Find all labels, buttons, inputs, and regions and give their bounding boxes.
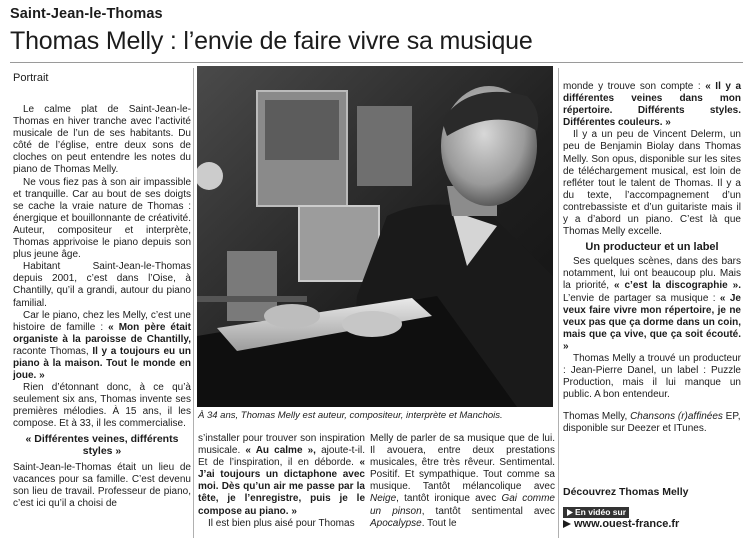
headline-rule — [10, 62, 743, 63]
video-badge-row[interactable] — [563, 506, 629, 518]
text-run: s’installer pour trouver son inspiration musicale. — [198, 433, 365, 457]
paragraph: Habitant Saint-Jean-le-Thomas depuis 2001, c’est dans l’Oise, à Chantilly, qu’il a grandi, autour du piano familial. — [13, 261, 191, 309]
paragraph: Le calme plat de Saint-Jean-le-Thomas en hiver tranche avec l’activité musicale de l’un de ses habitants. Du côté de l’église, entre deux sons de cloches on peut entendre les notes du piano de Thomas Melly. — [13, 104, 191, 176]
article-column-4 — [563, 81, 741, 401]
text-run: , tantôt ironique avec — [396, 493, 502, 505]
quote-bold: « Au calme », — [245, 445, 316, 457]
column-divider — [558, 68, 559, 538]
photo-caption: À 34 ans, Thomas Melly est auteur, compositeur, interprète et Manchois. — [198, 410, 503, 421]
photo-illustration — [197, 66, 553, 407]
text-run: raconte Thomas, — [13, 345, 93, 357]
section-kicker: Saint-Jean-le-Thomas — [10, 6, 163, 22]
pull-quote-heading: « Différentes veines, différents styles » — [25, 432, 179, 457]
video-badge-label: En vidéo sur — [575, 506, 627, 517]
article-headline: Thomas Melly : l’envie de faire vivre sa musique — [10, 27, 533, 55]
paragraph: Il y a un peu de Vincent Delerm, un peu de Benjamin Biolay dans Thomas Melly. Son opus, disponible sur les sites de téléchargement musical, est loin de refléter tout le talent de Thomas. Il y a du texte, l’accompagnement d’un contrebassiste et d’un guitariste mais il y a d’abord un piano. C’est là que Thomas Melly excelle. — [563, 129, 741, 238]
quote-bold: « Mon père était organiste à la paroisse de Chantilly, — [13, 321, 191, 345]
song-title: Apocalypse — [370, 517, 422, 529]
quote-bold: « Il y a différentes veines dans mon répertoire. Différents styles. Différentes couleurs. » — [563, 81, 742, 129]
arrow-icon — [563, 520, 571, 528]
paragraph — [198, 433, 365, 518]
paragraph — [370, 433, 555, 530]
play-icon — [566, 509, 573, 516]
paragraph — [563, 81, 741, 129]
paragraph: Saint-Jean-le-Thomas était un lieu de vacances pour sa famille. C’est devenu son lieu de travail. Professeur de piano, c’est ici qu’il a choisi de — [13, 461, 191, 509]
column-divider — [193, 68, 194, 538]
paragraph: Ne vous fiez pas à son air impassible et tranquille. Car au bout de ses doigts se cache la vraie nature de Thomas : énergique et bouillonnante de créativité. Auteur, compositeur et interprète, Thomas apprivoise le piano depuis son plus jeune âge. — [13, 176, 191, 261]
text-run: EP, disponible sur Deezer et ITunes. — [563, 411, 741, 434]
text-run: . Tout le — [421, 517, 457, 529]
article-column-3 — [370, 433, 555, 530]
album-mention — [563, 411, 741, 435]
text-run: ajoute-t-il. Et de l’inspiration, il en déborde. — [198, 445, 366, 469]
text-run: L’envie de partager sa musique : — [563, 292, 720, 304]
paragraph: Il est bien plus aisé pour Thomas — [208, 517, 355, 529]
rubric-label: Portrait — [13, 72, 49, 84]
paragraph: Rien d’étonnant donc, à ce qu’à seulement six ans, Thomas invente ses premières mélodies. À 15 ans, il les compose. Et à 33, il les commercialise. — [13, 382, 191, 430]
paragraph: Thomas Melly a trouvé un producteur : Jean-Pierre Danel, un label : Puzzle Production, mais il lui manque un public. A bon entendeur. — [563, 352, 741, 401]
article-photo — [197, 66, 553, 407]
text-run: monde y trouve son compte : — [563, 81, 706, 92]
quote-bold: « c’est la discographie ». — [614, 280, 741, 292]
quote-bold: « Je veux faire vivre mon répertoire, je ne veux pas que ça dorme dans un coin, mais que ça vive, que ça soit écouté. » — [563, 292, 741, 352]
website-link[interactable] — [563, 518, 679, 530]
quote-bold: Il y a toujours eu un piano à la maison. Tout le monde en joue. » — [13, 345, 191, 382]
text-run: Ses quelques scènes, dans des bars notamment, lui ont beaucoup plu. Mais la priorité, — [563, 256, 741, 292]
text-run: , tantôt sentimental avec — [421, 505, 555, 517]
album-title: Chansons (r)affinées — [630, 411, 723, 422]
video-badge[interactable] — [563, 507, 629, 518]
paragraph — [563, 256, 741, 353]
text-run: Thomas Melly, — [563, 411, 631, 422]
subheading: Un producteur et un label — [585, 241, 719, 254]
song-title: Neige — [370, 493, 397, 505]
text-run: Car le piano, chez les Melly, c’est une histoire de famille : — [13, 309, 191, 333]
article-column-2 — [198, 433, 365, 530]
article-column-1 — [13, 104, 191, 510]
song-title: Gai comme un pinson — [370, 493, 555, 517]
website-url[interactable]: www.ouest-france.fr — [574, 518, 680, 530]
text-run: Melly de parler de sa musique que de lui. Il avouera, entre deux prestations musicales, être très rêveur. Sentimental. Positif. Et sympathique. Tout comme sa musique. Tantôt mélancolique avec — [370, 433, 555, 493]
paragraph — [13, 310, 191, 383]
discover-label: Découvrez Thomas Melly — [563, 486, 689, 498]
quote-bold: « J’ai toujours un dictaphone avec moi. Dès qu’un air me passe par la tête, je l’enregistre, puis je le compose au piano. » — [198, 457, 365, 517]
